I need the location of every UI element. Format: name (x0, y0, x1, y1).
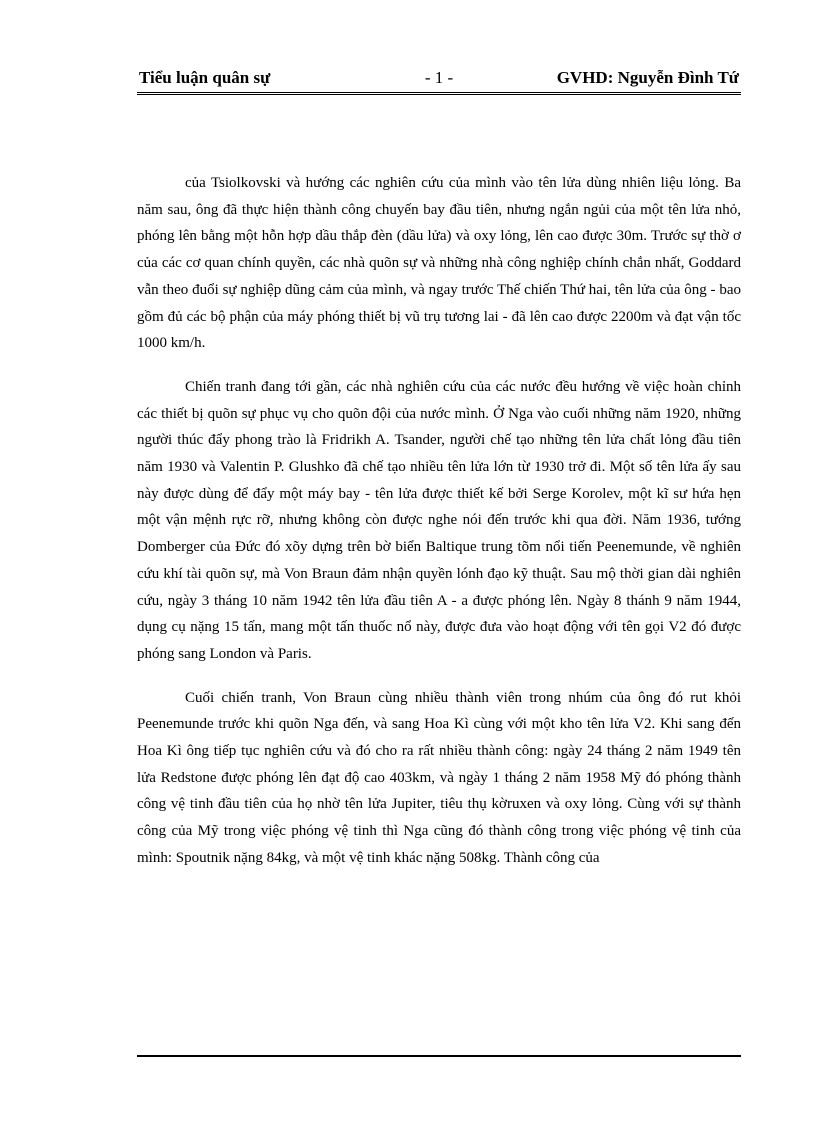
header-instructor: GVHD: Nguyễn Đình Tứ (556, 68, 739, 87)
paragraph-1: của Tsiolkovski và hướng các nghiên cứu của mình vào tên lửa dùng nhiên liệu lỏng. Ba năm sau, ông đã thực hiện thành công chuyến bay đầu tiên, nhưng ngắn ngủi của một tên lửa nhỏ, phóng lên bằng một hỗn hợp dầu thắp đèn (dầu lửa) và oxy lỏng, lên cao được 30m. Trước sự thờ ơ của các cơ quan chính quyền, các nhà quõn sự và những nhà công nghiệp chính chắn nhất, Goddard vẫn theo đuổi sự nghiệp dũng cảm của mình, và ngay trước Thế chiến Thứ hai, tên lửa của ông - bao gồm đủ các bộ phận của máy phóng thiết bị vũ trụ tương lai - đã lên cao được 2200m và đạt vận tốc 1000 km/h. (137, 175, 741, 352)
footer-rule (137, 1055, 741, 1057)
paragraph-3: Cuối chiến tranh, Von Braun cùng nhiều thành viên trong nhúm của ông đó rut khỏi Peenemunde trước khi quõn Nga đến, và sang Hoa Kì cùng với một kho tên lửa V2. Khi sang đến Hoa Kì ông tiếp tục nghiên cứu và đó cho ra rất nhiều thành công: ngày 24 tháng 2 năm 1949 tên lửa Redstone được phóng lên đạt độ cao 403km, và ngày 1 tháng 2 năm 1958 Mỹ đó phóng thành công vệ tinh đầu tiên của họ nhờ tên lửa Jupiter, tiêu thụ kờruxen và oxy lỏng. Cùng với sự thành công của Mỹ trong việc phóng vệ tinh thì Nga cũng đó thành công trong việc phóng vệ tinh của mình: Spoutnik nặng 84kg, và một vệ tinh khác nặng 508kg. Thành công của (137, 689, 741, 866)
paragraph-2: Chiến tranh đang tới gần, các nhà nghiên cứu của các nước đều hướng về việc hoàn chỉnh các thiết bị quõn sự phục vụ cho quõn đội của nước mình. Ở Nga vào cuối những năm 1920, những người thúc đẩy phong trào là Fridrikh A. Tsander, người chế tạo những tên lửa chất lỏng đầu tiên năm 1930 và Valentin P. Glushko đã chế tạo nhiều tên lửa lớn từ 1930 trở đi. Một số tên lửa ấy sau này được dùng để đẩy một máy bay - tên lửa được thiết kế bởi Serge Korolev, một kĩ sư hứa hẹn một vận mệnh rực rỡ, nhưng không còn được nghe nói đến trước khi qua đời. Năm 1936, tướng Domberger của Đức đó xõy dựng trên bờ biển Baltique trung tõm nổi tiến Peenemunde, về nghiên cứu khí tài quõn sự, mà Von Braun đảm nhận quyền lónh đạo kỹ thuật. Sau mộ thời gian dài nghiên cứu, ngày 3 tháng 10 năm 1942 tên lửa đầu tiên A - a được phóng lên. Ngày 8 thánh 9 năm 1944, dụng cụ nặng 15 tấn, mang một tấn thuốc nổ này, được đưa vào hoạt động với tên gọi V2 đó được phóng sang London và Paris. (137, 378, 741, 662)
body-text (137, 170, 741, 889)
page-header (137, 64, 741, 95)
header-title: Tiểu luận quân sự (139, 68, 271, 87)
page-number: - 1 - (424, 68, 454, 87)
